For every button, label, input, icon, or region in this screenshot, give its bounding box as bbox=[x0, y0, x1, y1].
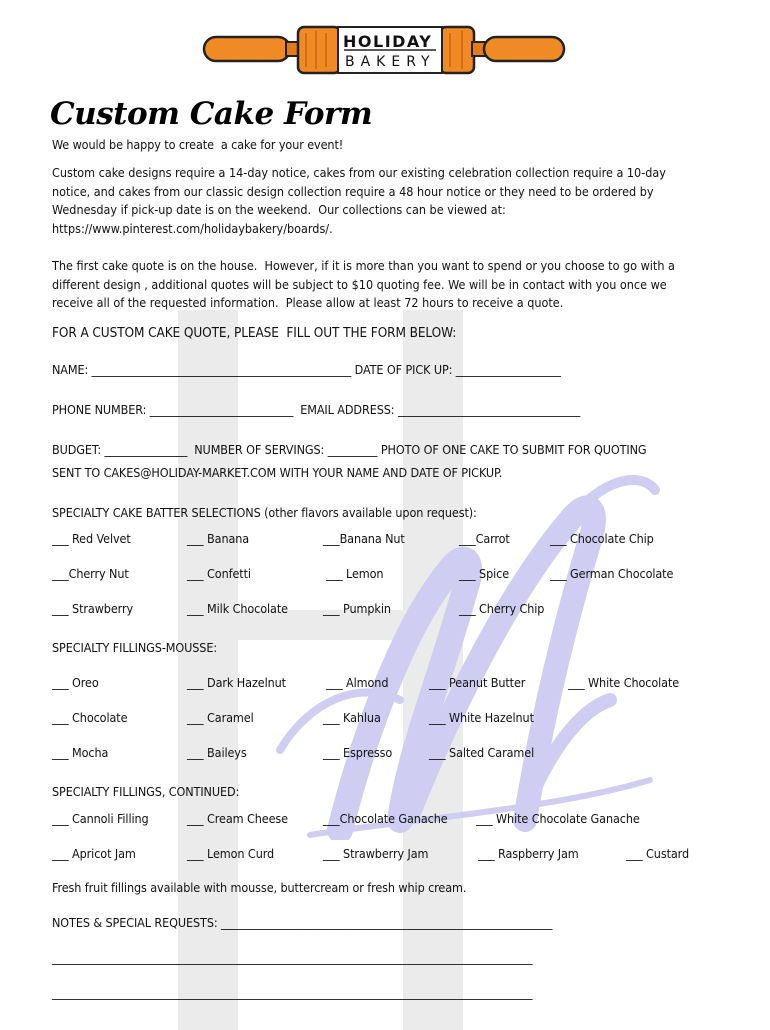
option-white-chocolate-ganache[interactable]: ___ White Chocolate Ganache bbox=[476, 811, 640, 826]
photo-submission-note: SENT TO CAKES@HOLIDAY-MARKET.COM WITH YOUR NAME AND DATE OF PICKUP. bbox=[52, 465, 503, 480]
option-banana-nut[interactable]: ___Banana Nut bbox=[323, 531, 405, 546]
mousse-heading: SPECIALTY FILLINGS-MOUSSE: bbox=[52, 640, 218, 655]
option-peanut-butter[interactable]: ___ Peanut Butter bbox=[429, 675, 526, 690]
option-red-velvet[interactable]: ___ Red Velvet bbox=[52, 531, 131, 546]
option-oreo[interactable]: ___ Oreo bbox=[52, 675, 99, 690]
intro-text: We would be happy to create a cake for your event! bbox=[52, 137, 344, 152]
fruit-fillings-note: Fresh fruit fillings available with mousse, buttercream or fresh whip cream. bbox=[52, 880, 467, 895]
option-salted-caramel[interactable]: ___ Salted Caramel bbox=[429, 745, 535, 760]
quote-line: receive all of the requested information. Please allow at least 72 hours to receive a quote. bbox=[52, 295, 564, 311]
option-caramel[interactable]: ___ Caramel bbox=[187, 710, 254, 725]
option-chocolate-chip[interactable]: ___ Chocolate Chip bbox=[550, 531, 654, 546]
option-carrot[interactable]: ___Carrot bbox=[459, 531, 510, 546]
option-lemon-curd[interactable]: ___ Lemon Curd bbox=[187, 846, 275, 861]
option-strawberry[interactable]: ___ Strawberry bbox=[52, 601, 134, 616]
option-chocolate-ganache[interactable]: ___Chocolate Ganache bbox=[323, 811, 448, 826]
name-and-pickup-date-fields[interactable]: NAME: _______________________________________________ DATE OF PICK UP: ___________________ bbox=[52, 362, 561, 377]
option-dark-hazelnut[interactable]: ___ Dark Hazelnut bbox=[187, 675, 286, 690]
option-apricot-jam[interactable]: ___ Apricot Jam bbox=[52, 846, 136, 861]
option-custard[interactable]: ___ Custard bbox=[626, 846, 690, 861]
option-kahlua[interactable]: ___ Kahlua bbox=[323, 710, 381, 725]
notice-line: Custom cake designs require a 14-day notice, cakes from our existing celebration collection require a 10-day bbox=[52, 165, 666, 180]
option-almond[interactable]: ___ Almond bbox=[326, 675, 389, 690]
fillings-heading: SPECIALTY FILLINGS, CONTINUED: bbox=[52, 784, 240, 799]
option-banana[interactable]: ___ Banana bbox=[187, 531, 250, 546]
budget-and-servings-fields[interactable]: BUDGET: _______________ NUMBER OF SERVINGS: _________ PHOTO OF ONE CAKE TO SUBMIT FOR QUOTING bbox=[52, 442, 647, 457]
pinterest-link[interactable]: https://www.pinterest.com/holidaybakery/boards/. bbox=[52, 221, 333, 237]
option-strawberry-jam[interactable]: ___ Strawberry Jam bbox=[323, 846, 429, 861]
option-cherry-chip[interactable]: ___ Cherry Chip bbox=[459, 601, 545, 616]
option-chocolate[interactable]: ___ Chocolate bbox=[52, 710, 128, 725]
notice-line: notice, and cakes from our classic design collection require a 48 hour notice or they need to be ordered by bbox=[52, 183, 654, 199]
notes-blank-line[interactable]: _______________________________________________________________________________________ bbox=[52, 985, 533, 1000]
batter-heading: SPECIALTY CAKE BATTER SELECTIONS (other flavors available upon request): bbox=[52, 505, 477, 520]
form-heading: FOR A CUSTOM CAKE QUOTE, PLEASE FILL OUT THE FORM BELOW: bbox=[52, 325, 457, 341]
option-cream-cheese[interactable]: ___ Cream Cheese bbox=[187, 811, 288, 826]
option-pumpkin[interactable]: ___ Pumpkin bbox=[323, 601, 391, 616]
logo-text-holiday: HOLIDAY bbox=[343, 32, 433, 51]
option-mocha[interactable]: ___ Mocha bbox=[52, 745, 109, 760]
phone-and-email-fields[interactable]: PHONE NUMBER: __________________________ EMAIL ADDRESS: _________________________________ bbox=[52, 402, 581, 417]
option-white-chocolate[interactable]: ___ White Chocolate bbox=[568, 675, 680, 690]
option-german-chocolate[interactable]: ___ German Chocolate bbox=[550, 566, 674, 581]
option-cannoli-filling[interactable]: ___ Cannoli Filling bbox=[52, 811, 149, 826]
option-confetti[interactable]: ___ Confetti bbox=[187, 566, 251, 581]
option-baileys[interactable]: ___ Baileys bbox=[187, 745, 247, 760]
option-spice[interactable]: ___ Spice bbox=[459, 566, 510, 581]
option-lemon[interactable]: ___ Lemon bbox=[326, 566, 384, 581]
page-title: Custom Cake Form bbox=[50, 96, 373, 132]
option-milk-chocolate[interactable]: ___ Milk Chocolate bbox=[187, 601, 288, 616]
option-raspberry-jam[interactable]: ___ Raspberry Jam bbox=[478, 846, 579, 861]
notes-field[interactable]: NOTES & SPECIAL REQUESTS: ____________________________________________________________ bbox=[52, 915, 553, 930]
logo-text-bakery: BAKERY bbox=[345, 54, 436, 70]
option-white-hazelnut[interactable]: ___ White Hazelnut bbox=[429, 710, 534, 725]
quote-paragraph bbox=[52, 257, 732, 313]
notice-paragraph bbox=[52, 164, 732, 239]
quote-line: different design , additional quotes will be subject to $10 quoting fee. We will be in contact with you once we bbox=[52, 276, 667, 292]
quote-line: The first cake quote is on the house. However, if it is more than you want to spend or you choose to go with a bbox=[52, 258, 675, 273]
notes-blank-line[interactable]: _______________________________________________________________________________________ bbox=[52, 950, 533, 965]
notice-line: Wednesday if pick-up date is on the weekend. Our collections can be viewed at: bbox=[52, 202, 506, 218]
option-cherry-nut[interactable]: ___Cherry Nut bbox=[52, 566, 129, 581]
option-espresso[interactable]: ___ Espresso bbox=[323, 745, 393, 760]
